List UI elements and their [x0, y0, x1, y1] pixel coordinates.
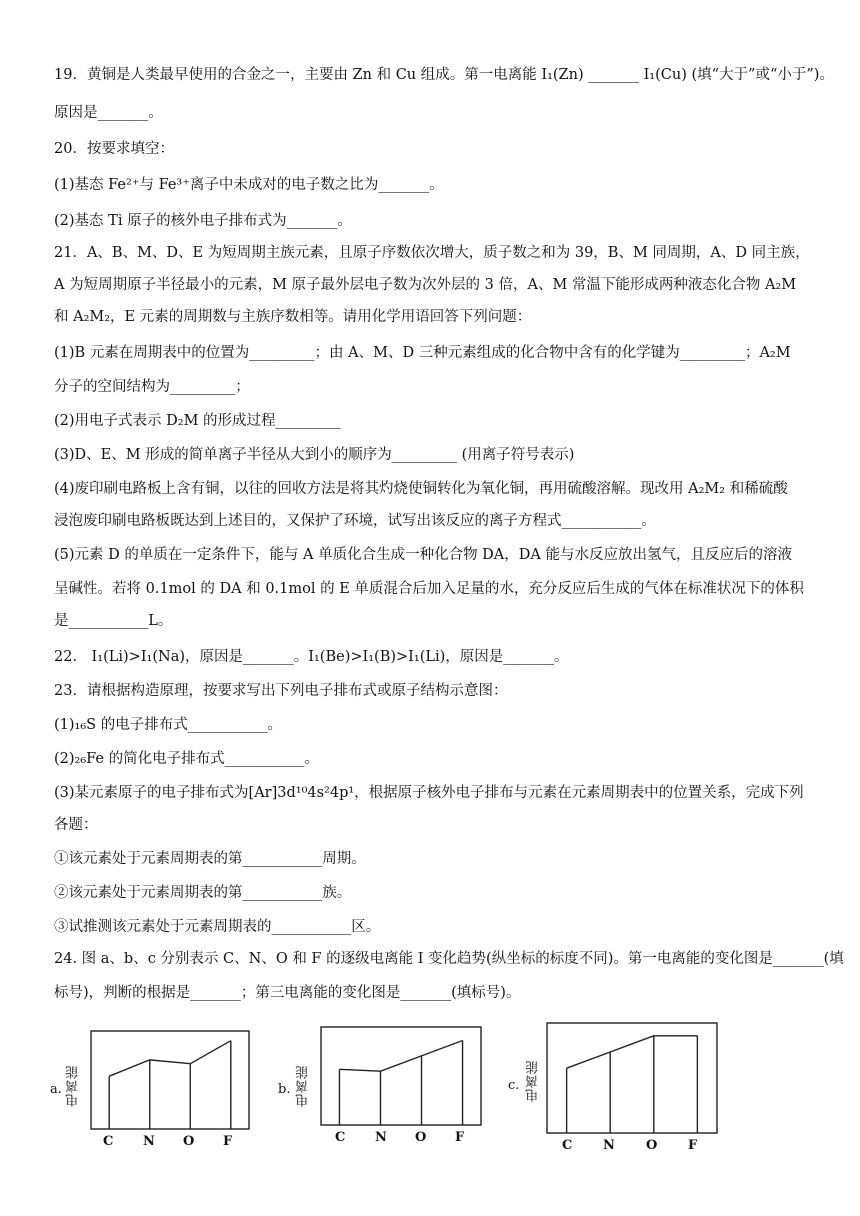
q24-line2: 标号)，判断的根据是_______；第三电离能的变化图是_______(填标号)。 — [54, 985, 521, 1001]
figure-a-tick-f: F — [223, 1134, 233, 1149]
q21-part1-cont: 分子的空间结构为_________； — [54, 379, 250, 395]
figure-c-tick-f: F — [688, 1138, 698, 1153]
q22: 22． I₁(Li)>I₁(Na)，原因是_______。I₁(Be)>I₁(B)>I₁(Li)，原因是_______。 — [54, 649, 569, 665]
figure-a-label: a. — [50, 1082, 62, 1097]
figure-a-tick-n: N — [143, 1134, 155, 1149]
q20-part2: (2)基态 Ti 原子的核外电子排布式为_______。 — [54, 213, 352, 229]
q21-part4: (4)废印刷电路板上含有铜，以往的回收方法是将其灼烧使铜转化为氧化铜，再用硫酸溶解。现改用 A₂M₂ 和稀硫酸 — [54, 481, 788, 497]
figure-b-ylabel: 电离能 — [296, 1065, 311, 1107]
q19-line1: 19．黄铜是人类最早使用的合金之一，主要由 Zn 和 Cu 组成。第一电离能 I₁(Zn) _______ I₁(Cu) (填“大于”或“小于”)。 — [54, 67, 834, 83]
figure-b-label: b. — [278, 1082, 291, 1097]
figure-c-ylabel: 电离能 — [526, 1060, 541, 1102]
figure-c-label: c. — [508, 1078, 520, 1093]
figure-b-tick-o: O — [415, 1130, 427, 1145]
q23-part3-cont: 各题： — [54, 817, 98, 833]
figure-b-chart — [320, 1026, 482, 1126]
q23-sub2: ②该元素处于元素周期表的第___________族。 — [54, 885, 352, 901]
q21-part1: (1)B 元素在周期表中的位置为_________；由 A、M、D 三种元素组成的化合物中含有的化学键为_________；A₂M — [54, 345, 791, 361]
q21-part5-cont: 呈碱性。若将 0.1mol 的 DA 和 0.1mol 的 E 单质混合后加入足量的水，充分反应后生成的气体在标准状况下的体积 — [54, 581, 804, 597]
figure-c — [508, 1022, 723, 1162]
figure-c-chart — [546, 1022, 718, 1134]
q23-part1: (1)₁₆S 的电子排布式___________。 — [54, 717, 282, 733]
chart-frame — [321, 1027, 481, 1125]
q20-part1: (1)基态 Fe²⁺与 Fe³⁺离子中未成对的电子数之比为_______。 — [54, 177, 444, 193]
q21-line3: 和 A₂M₂，E 元素的周期数与主族序数相等。请用化学用语回答下列问题： — [54, 309, 532, 325]
trend-line — [339, 1041, 462, 1072]
q23-sub3: ③试推测该元素处于元素周期表的___________区。 — [54, 919, 381, 935]
q23-part3: (3)某元素原子的电子排布式为[Ar]3d¹⁰4s²4p¹，根据原子核外电子排布与元素在元素周期表中的位置关系，完成下列 — [54, 785, 804, 801]
q21-part5: (5)元素 D 的单质在一定条件下，能与 A 单质化合生成一种化合物 DA，DA 能与水反应放出氢气，且反应后的溶液 — [54, 547, 792, 563]
figure-a-tick-c: C — [103, 1134, 114, 1149]
trend-line — [567, 1036, 698, 1068]
figure-a-tick-o: O — [183, 1134, 195, 1149]
q21-part5-end: 是___________L。 — [54, 613, 173, 629]
q23-part2: (2)₂₆Fe 的简化电子排布式___________。 — [54, 751, 319, 767]
figure-c-tick-c: C — [562, 1138, 573, 1153]
q23-title: 23．请根据构造原理，按要求写出下列电子排布式或原子结构示意图： — [54, 683, 508, 699]
chart-frame — [91, 1031, 249, 1129]
q19-line2: 原因是_______。 — [54, 105, 163, 121]
chart-frame — [547, 1023, 717, 1133]
figure-b-tick-f: F — [455, 1130, 465, 1145]
figure-c-tick-n: N — [603, 1138, 615, 1153]
figure-b — [278, 1030, 488, 1160]
q20-title: 20．按要求填空： — [54, 141, 174, 157]
figure-c-tick-o: O — [646, 1138, 658, 1153]
figure-b-tick-n: N — [375, 1130, 387, 1145]
trend-line — [109, 1041, 231, 1077]
q21-line2: A 为短周期原子半径最小的元素，M 原子最外层电子数为次外层的 3 倍，A、M 常温下能形成两种液态化合物 A₂M — [54, 277, 797, 293]
q21-part2: (2)用电子式表示 D₂M 的形成过程_________ — [54, 413, 341, 429]
q21-part4-cont: 浸泡废印刷电路板既达到上述目的，又保护了环境，试写出该反应的离子方程式___________。 — [54, 513, 656, 529]
q23-sub1: ①该元素处于元素周期表的第___________周期。 — [54, 851, 366, 867]
figure-b-tick-c: C — [335, 1130, 346, 1145]
figure-a-chart — [90, 1030, 250, 1130]
q21-line1: 21．A、B、M、D、E 为短周期主族元素，且原子序数依次增大，质子数之和为 39，B、M 同周期，A、D 同主族， — [54, 245, 810, 261]
q24-line1: 24. 图 a、b、c 分别表示 C、N、O 和 F 的逐级电离能 I 变化趋势(纵坐标的标度不同)。第一电离能的变化图是_______(填 — [54, 951, 844, 967]
q21-part3: (3)D、E、M 形成的简单离子半径从大到小的顺序为_________ (用离子符号表示) — [54, 447, 575, 463]
figure-a-ylabel: 电离能 — [66, 1065, 81, 1107]
figure-a — [50, 1030, 250, 1160]
